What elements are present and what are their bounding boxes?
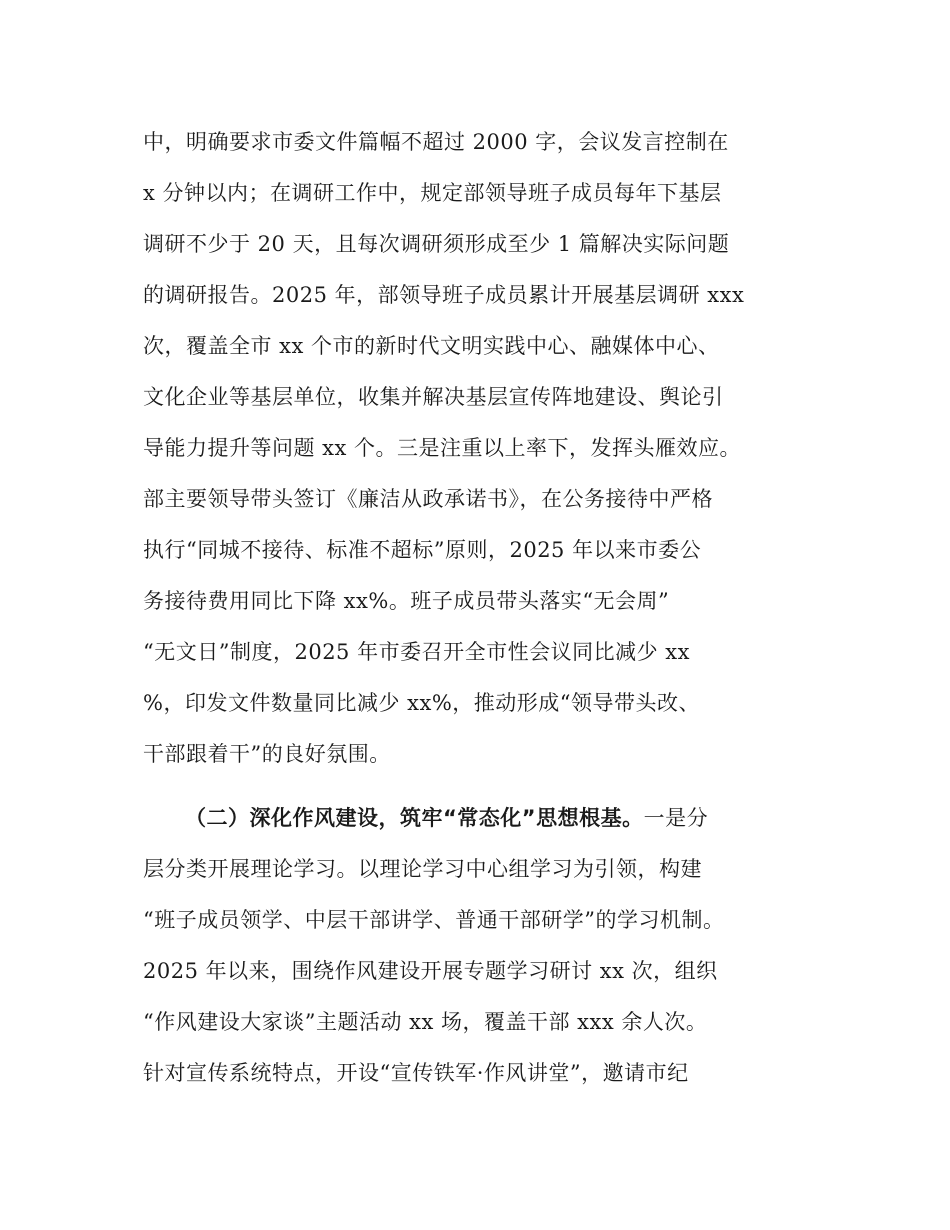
paragraph-line: 务接待费用同比下降 xx%。班子成员带头落实“无会周”	[143, 589, 670, 613]
paragraph-line: 2025 年以来，围绕作风建设开展专题学习研讨 xx 次，组织	[143, 959, 718, 983]
section-heading: （二）深化作风建设，筑牢“常态化”思想根基。	[185, 806, 644, 830]
paragraph-line: %，印发文件数量同比减少 xx%，推动形成“领导带头改、	[143, 691, 701, 715]
paragraph-line: x 分钟以内；在调研工作中，规定部领导班子成员每年下基层	[143, 181, 722, 205]
paragraph-line: 次，覆盖全市 xx 个市的新时代文明实践中心、融媒体中心、	[143, 334, 720, 358]
paragraph-line: 层分类开展理论学习。以理论学习中心组学习为引领，构建	[143, 857, 702, 881]
paragraph-line: 文化企业等基层单位，收集并解决基层宣传阵地建设、舆论引	[143, 385, 724, 409]
paragraph-line: “班子成员领学、中层干部讲学、普通干部研学”的学习机制。	[143, 908, 725, 932]
paragraph-line: 中，明确要求市委文件篇幅不超过 2000 字，会议发言控制在	[143, 130, 729, 154]
paragraph-line: 针对宣传系统特点，开设“宣传铁军·作风讲堂”，邀请市纪	[143, 1061, 689, 1085]
paragraph-line: 执行“同城不接待、标准不超标”原则，2025 年以来市委公	[143, 538, 702, 562]
section-first-line	[185, 798, 708, 838]
paragraph-line: “无文日”制度，2025 年市委召开全市性会议同比减少 xx	[143, 640, 690, 664]
paragraph-line: 的调研报告。2025 年，部领导班子成员累计开展基层调研 xxx	[143, 283, 745, 307]
paragraph-line: 干部跟着干”的良好氛围。	[143, 742, 391, 766]
paragraph-line: “作风建设大家谈”主题活动 xx 场，覆盖干部 xxx 余人次。	[143, 1010, 708, 1034]
paragraph-line: 导能力提升等问题 xx 个。三是注重以上率下，发挥头雁效应。	[143, 436, 742, 460]
section-first-line-rest: 一是分	[643, 806, 709, 830]
paragraph-line: 调研不少于 20 天，且每次调研须形成至少 1 篇解决实际问题	[143, 232, 730, 256]
paragraph-line: 部主要领导带头签订《廉洁从政承诺书》，在公务接待中严格	[143, 487, 713, 511]
